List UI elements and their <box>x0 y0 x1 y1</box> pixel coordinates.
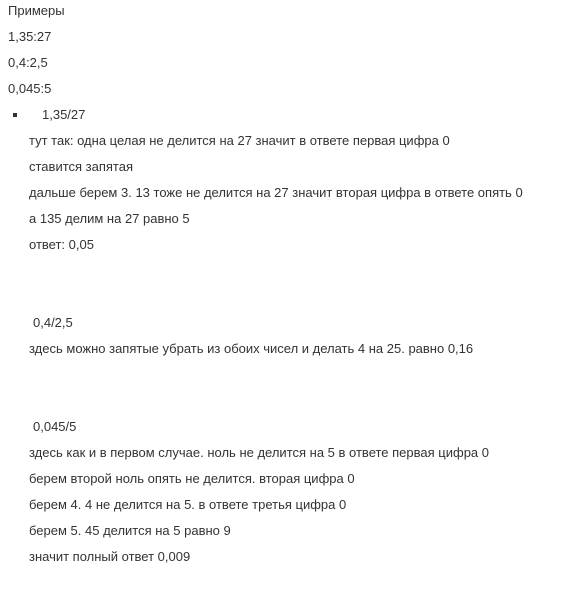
solution-3-line-3: берем 4. 4 не делится на 5. в ответе третья цифра 0 <box>29 497 347 512</box>
solution-3-line-1: здесь как и в первом случае. ноль не делится на 5 в ответе первая цифра 0 <box>29 445 489 460</box>
solution-3-title: 0,045/5 <box>33 419 77 434</box>
solution-1-line-4: а 135 делим на 27 равно 5 <box>29 211 190 226</box>
solution-3-line-4: берем 5. 45 делится на 5 равно 9 <box>29 523 231 538</box>
solution-1-line-5: ответ: 0,05 <box>29 237 94 252</box>
example-1: 1,35:27 <box>8 29 52 44</box>
bullet-icon <box>13 113 17 117</box>
solution-1-line-3: дальше берем 3. 13 тоже не делится на 27 значит вторая цифра в ответе опять 0 <box>29 185 523 200</box>
example-2: 0,4:2,5 <box>8 55 48 70</box>
solution-1-title: 1,35/27 <box>42 107 86 122</box>
solution-2-title: 0,4/2,5 <box>33 315 73 330</box>
solution-2-line-1: здесь можно запятые убрать из обоих чисел и делать 4 на 25. равно 0,16 <box>29 341 474 356</box>
examples-heading: Примеры <box>8 3 65 18</box>
solution-1-line-1: тут так: одна целая не делится на 27 значит в ответе первая цифра 0 <box>29 133 450 148</box>
solution-3-line-2: берем второй ноль опять не делится. вторая цифра 0 <box>29 471 355 486</box>
example-3: 0,045:5 <box>8 81 52 96</box>
solution-1-line-2: ставится запятая <box>29 159 134 174</box>
solution-3-line-5: значит полный ответ 0,009 <box>29 549 191 564</box>
